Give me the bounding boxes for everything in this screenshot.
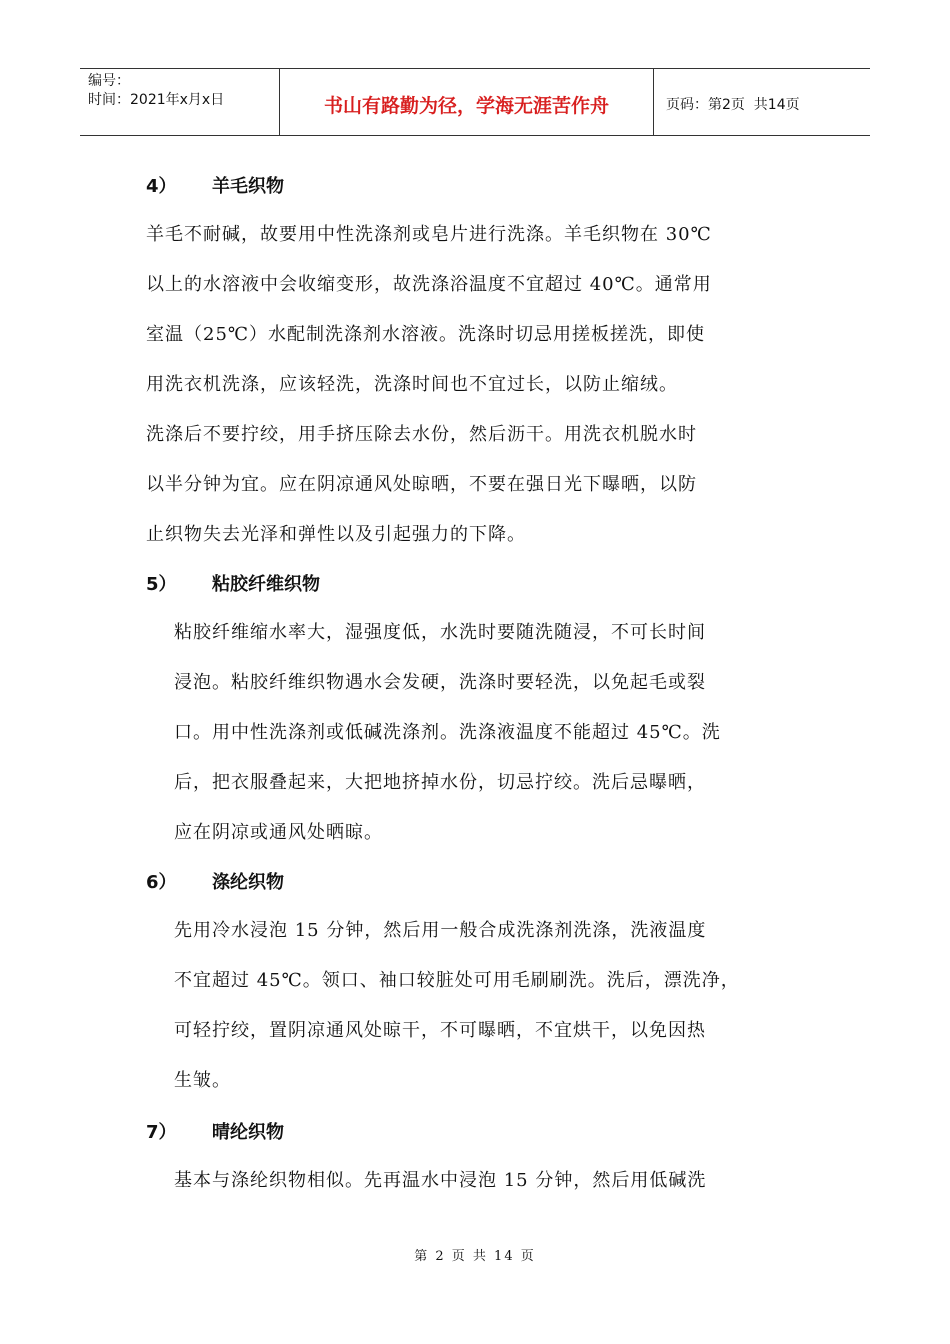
- section-title: 粘胶纤维织物: [212, 574, 320, 595]
- section-number: 5）: [146, 574, 177, 595]
- page-info-text: 页码：第2页 共14页: [666, 97, 800, 113]
- paragraph-line: 以半分钟为宜。应在阴凉通风处晾晒，不要在强日光下曝晒，以防: [146, 474, 697, 495]
- section-number: 4）: [146, 176, 177, 197]
- section-title: 涤纶织物: [212, 872, 284, 893]
- paragraph-line: 不宜超过 45℃。领口、袖口较脏处可用毛刷刷洗。洗后，漂洗净，: [174, 970, 740, 991]
- section-heading-5: [146, 570, 320, 596]
- paragraph-line: 浸泡。粘胶纤维织物遇水会发硬，洗涤时要轻洗，以免起毛或裂: [174, 672, 706, 693]
- paragraph-line: 生皱。: [174, 1070, 231, 1091]
- paragraph-line: 以上的水溶液中会收缩变形，故洗涤浴温度不宜超过 40℃。通常用: [146, 274, 712, 295]
- paragraph-line: 口。用中性洗涤剂或低碱洗涤剂。洗涤液温度不能超过 45℃。洗: [174, 722, 721, 743]
- section-paragraph-7: [174, 1156, 706, 1206]
- header-meta: [80, 69, 280, 135]
- date-label: 时间：2021年x月x日: [88, 92, 225, 108]
- section-heading-4: [146, 172, 284, 198]
- page-header: [80, 68, 870, 136]
- section-number: 7）: [146, 1122, 177, 1143]
- paragraph-line: 室温（25℃）水配制洗涤剂水溶液。洗涤时切忌用搓板搓洗，即使: [146, 324, 706, 345]
- section-paragraph-6: [174, 906, 740, 1106]
- section-heading-7: [146, 1118, 284, 1144]
- page-footer: 第 2 页 共 14 页: [414, 1249, 536, 1264]
- paragraph-line: 先用冷水浸泡 15 分钟，然后用一般合成洗涤剂洗涤，洗液温度: [174, 920, 707, 941]
- paragraph-line: 后，把衣服叠起来，大把地挤掉水份，切忌拧绞。洗后忌曝晒，: [174, 772, 706, 793]
- section-number: 6）: [146, 872, 177, 893]
- section-title: 羊毛织物: [212, 176, 284, 197]
- paragraph-line: 基本与涤纶织物相似。先再温水中浸泡 15 分钟，然后用低碱洗: [174, 1170, 707, 1191]
- section-title: 晴纶织物: [212, 1122, 284, 1143]
- section-paragraph-4: [146, 210, 712, 560]
- header-motto: 书山有路勤为径，学海无涯苦作舟: [280, 69, 654, 135]
- header-page-info: [654, 69, 870, 135]
- number-label: 编号：: [88, 73, 130, 89]
- paragraph-line: 羊毛不耐碱，故要用中性洗涤剂或皂片进行洗涤。羊毛织物在 30℃: [146, 224, 712, 245]
- paragraph-line: 止织物失去光泽和弹性以及引起强力的下降。: [146, 524, 526, 545]
- paragraph-line: 用洗衣机洗涤，应该轻洗，洗涤时间也不宜过长，以防止缩绒。: [146, 374, 678, 395]
- paragraph-line: 可轻拧绞，置阴凉通风处晾干，不可曝晒，不宜烘干，以免因热: [174, 1020, 706, 1041]
- paragraph-line: 应在阴凉或通风处晒晾。: [174, 822, 383, 843]
- paragraph-line: 洗涤后不要拧绞，用手挤压除去水份，然后沥干。用洗衣机脱水时: [146, 424, 697, 445]
- paragraph-line: 粘胶纤维缩水率大，湿强度低，水洗时要随洗随浸，不可长时间: [174, 622, 706, 643]
- section-paragraph-5: [174, 608, 721, 858]
- section-heading-6: [146, 868, 284, 894]
